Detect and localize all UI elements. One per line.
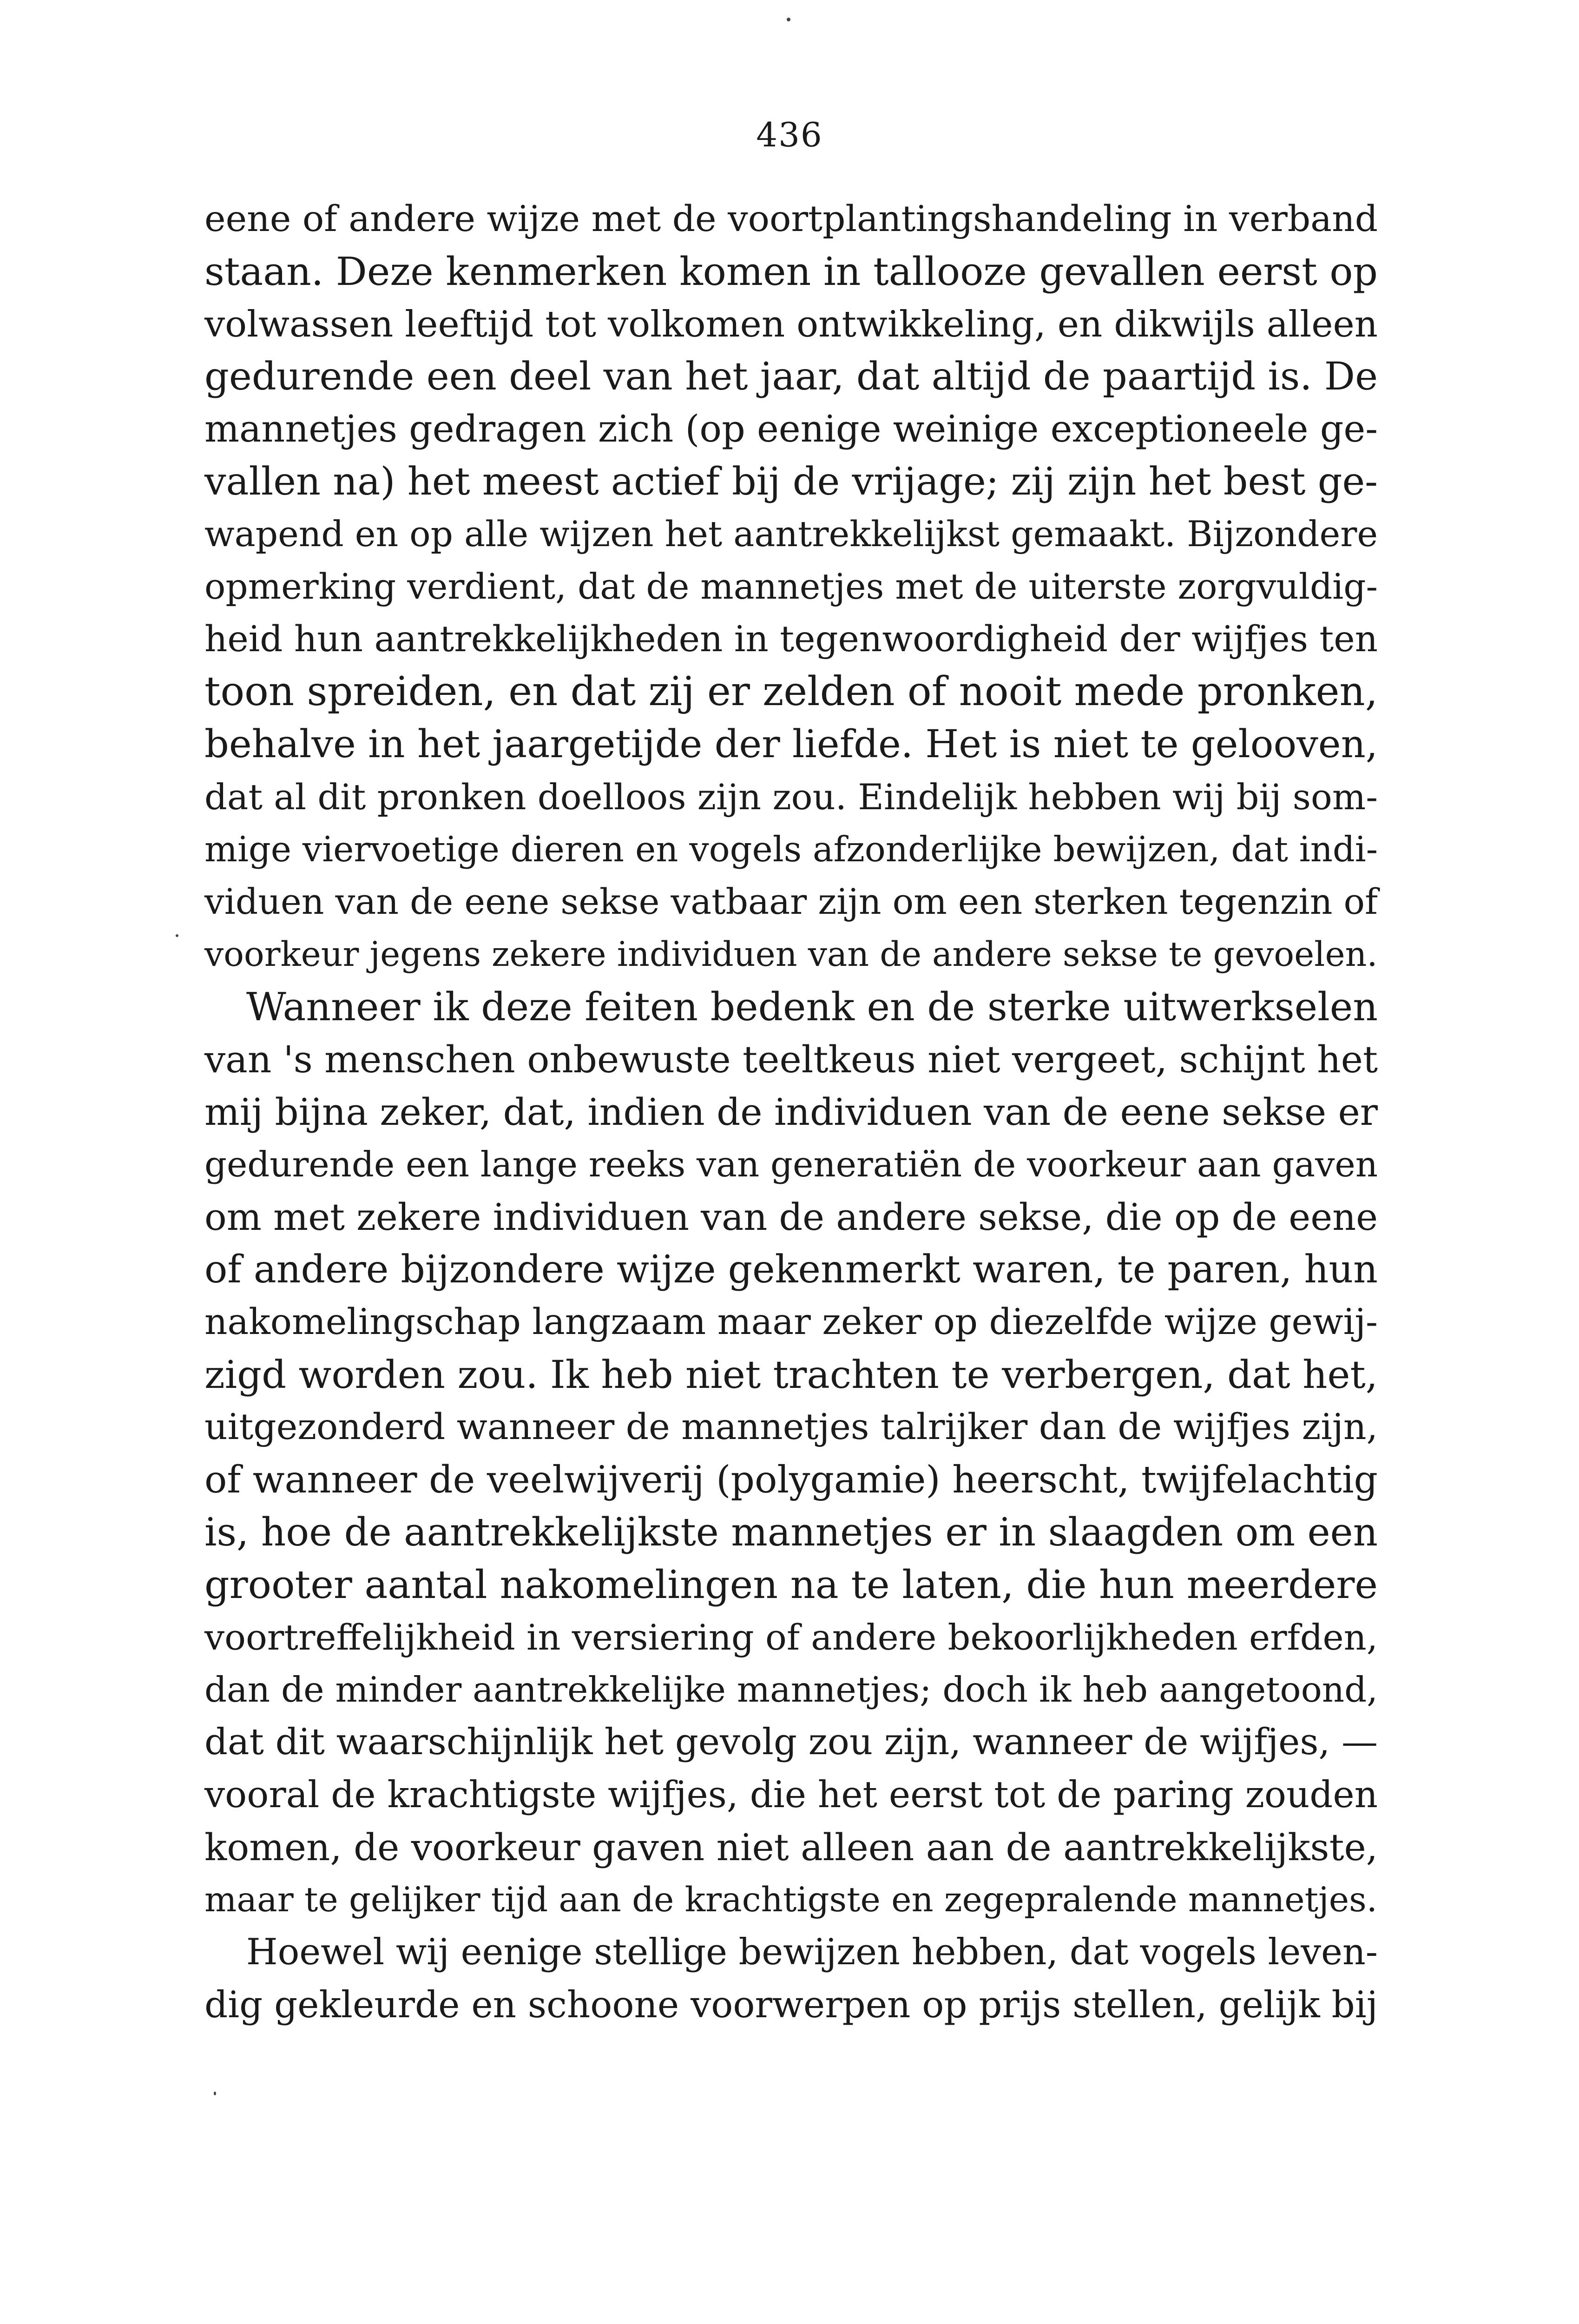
- scan-speck: [214, 2092, 216, 2095]
- text-line: mige viervoetige dieren en vogels afzonderlijke bewijzen, dat indi-: [204, 829, 1378, 870]
- text-line: dat al dit pronken doelloos zijn zou. Eindelijk hebben wij bij som-: [204, 776, 1378, 818]
- text-line: vooral de krachtigste wijfjes, die het eerst tot de paring zouden: [204, 1774, 1378, 1816]
- text-line: eene of andere wijze met de voortplantingshandeling in verband: [204, 198, 1378, 240]
- text-line: viduen van de eene sekse vatbaar zijn om een sterken tegenzin of: [204, 881, 1378, 922]
- text-line: mij bijna zeker, dat, indien de individuen van de eene sekse er: [204, 1090, 1378, 1134]
- text-line: dan de minder aantrekkelijke mannetjes; doch ik heb aangetoond,: [204, 1669, 1378, 1710]
- text-line: is, hoe de aantrekkelijkste mannetjes er in slaagden om een: [204, 1510, 1378, 1555]
- scan-speck: [176, 934, 178, 937]
- text-line: dat dit waarschijnlijk het gevolg zou zijn, wanneer de wijfjes, —: [204, 1721, 1378, 1763]
- text-line: komen, de voorkeur gaven niet alleen aan de aantrekkelijkste,: [204, 1826, 1378, 1869]
- text-line: heid hun aantrekkelijkheden in tegenwoordigheid der wijfjes ten: [204, 619, 1378, 660]
- text-line: of wanneer de veelwijverij (polygamie) heerscht, twijfelachtig: [204, 1458, 1378, 1501]
- text-line: opmerking verdient, dat de mannetjes met de uiterste zorgvuldig-: [204, 566, 1378, 607]
- paragraph-first-line: Hoewel wij eenige stellige bewijzen hebben, dat vogels leven-: [246, 1931, 1378, 1973]
- text-line: voortreffelijkheid in versiering of andere bekoorlijkheden erfden,: [204, 1617, 1378, 1658]
- text-line: staan. Deze kenmerken komen in tallooze gevallen eerst op: [204, 249, 1378, 294]
- text-line: vallen na) het meest actief bij de vrijage; zij zijn het best ge-: [204, 460, 1378, 504]
- text-line: grooter aantal nakomelingen na te laten, die hun meerdere: [204, 1562, 1378, 1607]
- text-line: volwassen leeftijd tot volkomen ontwikkeling, en dikwijls alleen: [204, 303, 1378, 345]
- paragraph-first-line: Wanneer ik deze feiten bedenk en de sterke uitwerkselen: [246, 984, 1378, 1030]
- text-line: nakomelingschap langzaam maar zeker op diezelfde wijze gewij-: [204, 1301, 1378, 1343]
- text-line: om met zekere individuen van de andere sekse, die op de eene: [204, 1195, 1378, 1239]
- text-line: dig gekleurde en schoone voorwerpen op prijs stellen, gelijk bij: [204, 1984, 1378, 2026]
- text-line: gedurende een lange reeks van generatiën de voorkeur aan gaven: [204, 1144, 1378, 1185]
- text-line: uitgezonderd wanneer de mannetjes talrijker dan de wijfjes zijn,: [204, 1406, 1378, 1448]
- text-line: voorkeur jegens zekere individuen van de andere sekse te gevoelen.: [204, 935, 1378, 974]
- text-line: maar te gelijker tijd aan de krachtigste en zegepralende mannetjes.: [204, 1880, 1377, 1920]
- text-line: van 's menschen onbewuste teeltkeus niet vergeet, schijnt het: [204, 1038, 1378, 1081]
- text-line: behalve in het jaargetijde der liefde. Het is niet te gelooven,: [204, 722, 1378, 766]
- text-line: toon spreiden, en dat zij er zelden of nooit mede pronken,: [204, 668, 1378, 715]
- text-line: gedurende een deel van het jaar, dat altijd de paartijd is. De: [204, 354, 1378, 399]
- scan-speck: [787, 18, 790, 21]
- text-line: zigd worden zou. Ik heb niet trachten te verbergen, dat het,: [204, 1352, 1378, 1397]
- text-line: of andere bijzondere wijze gekenmerkt waren, te paren, hun: [204, 1248, 1378, 1292]
- body-text: [204, 193, 1378, 2031]
- text-line: wapend en op alle wijzen het aantrekkelijkst gemaakt. Bijzondere: [204, 514, 1378, 555]
- page-number: 436: [756, 115, 823, 154]
- text-line: mannetjes gedragen zich (op eenige weinige exceptioneele ge-: [204, 408, 1378, 450]
